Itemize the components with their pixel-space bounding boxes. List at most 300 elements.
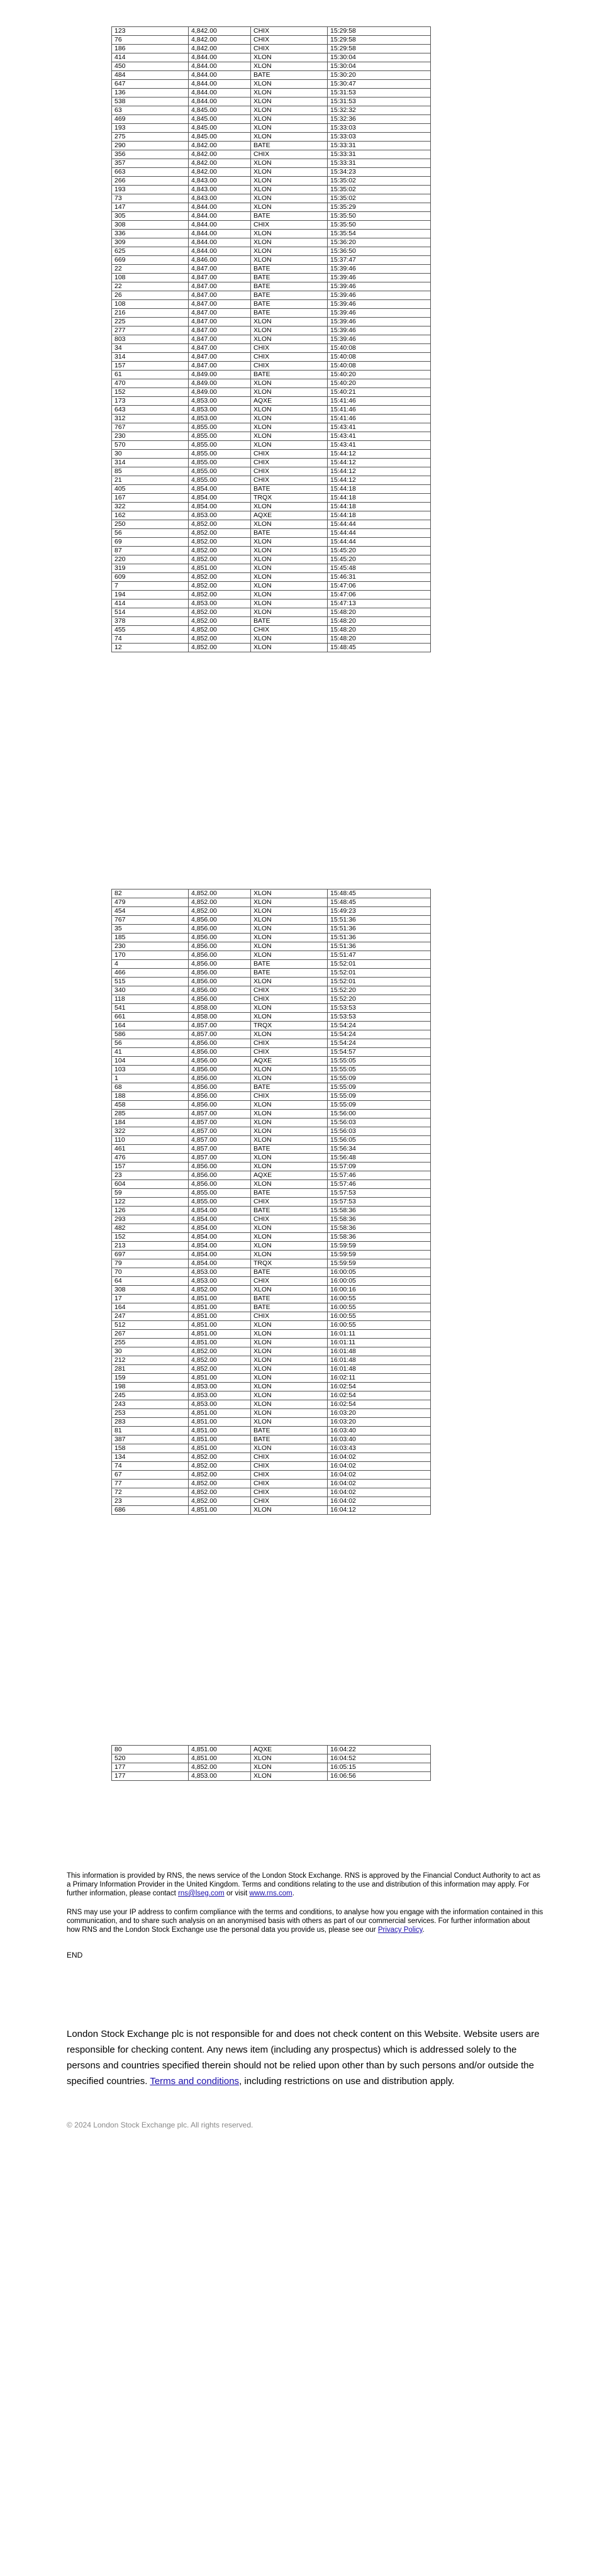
- volume-cell: 126: [112, 1207, 189, 1215]
- price-cell: 4,852.00: [189, 635, 251, 644]
- table-row: [112, 326, 431, 335]
- time-cell: 15:30:04: [328, 62, 431, 71]
- price-cell: 4,852.00: [189, 1471, 251, 1480]
- volume-cell: 73: [112, 194, 189, 203]
- table-row: [112, 1754, 431, 1763]
- volume-cell: 458: [112, 1101, 189, 1110]
- table-row: [112, 1295, 431, 1303]
- venue-cell: BATE: [251, 1436, 328, 1444]
- volume-cell: 81: [112, 1427, 189, 1436]
- venue-cell: CHIX: [251, 1039, 328, 1048]
- volume-cell: 609: [112, 573, 189, 582]
- venue-cell: XLON: [251, 1110, 328, 1118]
- price-cell: 4,856.00: [189, 1101, 251, 1110]
- venue-cell: XLON: [251, 1030, 328, 1039]
- table-row: [112, 591, 431, 599]
- table-row: [112, 1347, 431, 1356]
- table-row: [112, 441, 431, 450]
- table-row: [112, 1066, 431, 1074]
- time-cell: 15:33:31: [328, 159, 431, 168]
- table-row: [112, 1145, 431, 1154]
- volume-cell: 275: [112, 133, 189, 142]
- table-row: [112, 1763, 431, 1772]
- time-cell: 15:35:02: [328, 194, 431, 203]
- table-row: [112, 555, 431, 564]
- venue-cell: XLON: [251, 1391, 328, 1400]
- table-row: [112, 89, 431, 98]
- time-cell: 16:00:55: [328, 1303, 431, 1312]
- price-cell: 4,851.00: [189, 1321, 251, 1330]
- price-cell: 4,847.00: [189, 291, 251, 300]
- venue-cell: XLON: [251, 1013, 328, 1022]
- table-row: [112, 538, 431, 547]
- table-row: [112, 1506, 431, 1515]
- venue-cell: CHIX: [251, 450, 328, 459]
- volume-cell: 216: [112, 309, 189, 318]
- time-cell: 16:01:48: [328, 1347, 431, 1356]
- price-cell: 4,847.00: [189, 309, 251, 318]
- price-cell: 4,856.00: [189, 916, 251, 925]
- venue-cell: TRQX: [251, 494, 328, 503]
- time-cell: 15:47:06: [328, 591, 431, 599]
- time-cell: 15:44:18: [328, 494, 431, 503]
- venue-cell: XLON: [251, 555, 328, 564]
- table-row: [112, 1374, 431, 1383]
- time-cell: 15:39:46: [328, 300, 431, 309]
- venue-cell: XLON: [251, 635, 328, 644]
- price-cell: 4,851.00: [189, 1746, 251, 1754]
- time-cell: 15:58:36: [328, 1215, 431, 1224]
- venue-cell: XLON: [251, 256, 328, 265]
- time-cell: 15:47:06: [328, 582, 431, 591]
- time-cell: 15:32:32: [328, 106, 431, 115]
- price-cell: 4,847.00: [189, 353, 251, 362]
- price-cell: 4,851.00: [189, 1444, 251, 1453]
- time-cell: 15:45:20: [328, 547, 431, 555]
- price-cell: 4,844.00: [189, 203, 251, 212]
- price-cell: 4,844.00: [189, 212, 251, 221]
- volume-cell: 170: [112, 951, 189, 960]
- table-row: [112, 203, 431, 212]
- table-row: [112, 1339, 431, 1347]
- table-row: [112, 221, 431, 230]
- venue-cell: XLON: [251, 432, 328, 441]
- venue-cell: BATE: [251, 969, 328, 978]
- time-cell: 16:03:20: [328, 1418, 431, 1427]
- time-cell: 16:04:02: [328, 1497, 431, 1506]
- venue-cell: CHIX: [251, 1453, 328, 1462]
- rns-or-text: or visit: [224, 1890, 250, 1897]
- venue-cell: XLON: [251, 1066, 328, 1074]
- time-cell: 15:44:12: [328, 476, 431, 485]
- volume-cell: 225: [112, 318, 189, 326]
- price-cell: 4,858.00: [189, 1004, 251, 1013]
- time-cell: 16:03:43: [328, 1444, 431, 1453]
- volume-cell: 414: [112, 53, 189, 62]
- venue-cell: XLON: [251, 1118, 328, 1127]
- time-cell: 15:29:58: [328, 36, 431, 45]
- venue-cell: XLON: [251, 1400, 328, 1409]
- table-row: [112, 1242, 431, 1251]
- time-cell: 15:31:53: [328, 98, 431, 106]
- price-cell: 4,842.00: [189, 36, 251, 45]
- volume-cell: 30: [112, 1347, 189, 1356]
- rns-website-link[interactable]: www.rns.com: [249, 1890, 292, 1897]
- terms-and-conditions-link[interactable]: Terms and conditions: [150, 2076, 240, 2087]
- price-cell: 4,856.00: [189, 1083, 251, 1092]
- venue-cell: XLON: [251, 564, 328, 573]
- volume-cell: 152: [112, 388, 189, 397]
- time-cell: 15:56:48: [328, 1154, 431, 1163]
- price-cell: 4,852.00: [189, 1497, 251, 1506]
- price-cell: 4,854.00: [189, 494, 251, 503]
- table-row: [112, 1286, 431, 1295]
- venue-cell: XLON: [251, 80, 328, 89]
- table-row: [112, 371, 431, 379]
- volume-cell: 35: [112, 925, 189, 934]
- table-row: [112, 1772, 431, 1781]
- volume-cell: 213: [112, 1242, 189, 1251]
- venue-cell: BATE: [251, 1268, 328, 1277]
- volume-cell: 319: [112, 564, 189, 573]
- time-cell: 15:39:46: [328, 309, 431, 318]
- table-row: [112, 978, 431, 986]
- venue-cell: CHIX: [251, 1462, 328, 1471]
- table-row: [112, 300, 431, 309]
- time-cell: 15:47:13: [328, 599, 431, 608]
- time-cell: 15:45:48: [328, 564, 431, 573]
- time-cell: 15:39:46: [328, 282, 431, 291]
- volume-cell: 80: [112, 1746, 189, 1754]
- volume-cell: 147: [112, 203, 189, 212]
- table-row: [112, 1453, 431, 1462]
- table-row: [112, 1004, 431, 1013]
- venue-cell: BATE: [251, 142, 328, 150]
- table-row: [112, 124, 431, 133]
- time-cell: 15:55:09: [328, 1101, 431, 1110]
- price-cell: 4,854.00: [189, 1259, 251, 1268]
- volume-cell: 56: [112, 1039, 189, 1048]
- volume-cell: 309: [112, 238, 189, 247]
- price-cell: 4,846.00: [189, 256, 251, 265]
- time-cell: 15:51:36: [328, 934, 431, 942]
- volume-cell: 74: [112, 635, 189, 644]
- time-cell: 15:55:05: [328, 1066, 431, 1074]
- venue-cell: XLON: [251, 230, 328, 238]
- venue-cell: XLON: [251, 608, 328, 617]
- price-cell: 4,853.00: [189, 415, 251, 423]
- time-cell: 15:54:24: [328, 1022, 431, 1030]
- table-row: [112, 1127, 431, 1136]
- price-cell: 4,844.00: [189, 221, 251, 230]
- time-cell: 15:54:57: [328, 1048, 431, 1057]
- time-cell: 15:40:08: [328, 353, 431, 362]
- price-cell: 4,844.00: [189, 238, 251, 247]
- price-cell: 4,851.00: [189, 1295, 251, 1303]
- venue-cell: XLON: [251, 582, 328, 591]
- venue-cell: BATE: [251, 1427, 328, 1436]
- time-cell: 15:59:59: [328, 1251, 431, 1259]
- volume-cell: 538: [112, 98, 189, 106]
- venue-cell: XLON: [251, 247, 328, 256]
- volume-cell: 193: [112, 186, 189, 194]
- venue-cell: CHIX: [251, 362, 328, 371]
- table-row: [112, 1312, 431, 1321]
- volume-cell: 255: [112, 1339, 189, 1347]
- table-row: [112, 36, 431, 45]
- table-row: [112, 406, 431, 415]
- volume-cell: 285: [112, 1110, 189, 1118]
- time-cell: 16:01:11: [328, 1339, 431, 1347]
- volume-cell: 21: [112, 476, 189, 485]
- volume-cell: 82: [112, 889, 189, 898]
- price-cell: 4,854.00: [189, 1233, 251, 1242]
- time-cell: 15:41:46: [328, 406, 431, 415]
- table-row: [112, 520, 431, 529]
- volume-cell: 336: [112, 230, 189, 238]
- venue-cell: XLON: [251, 934, 328, 942]
- venue-cell: XLON: [251, 238, 328, 247]
- table-row: [112, 582, 431, 591]
- price-cell: 4,845.00: [189, 106, 251, 115]
- price-cell: 4,844.00: [189, 62, 251, 71]
- time-cell: 15:41:46: [328, 397, 431, 406]
- price-cell: 4,852.00: [189, 889, 251, 898]
- venue-cell: XLON: [251, 942, 328, 951]
- table-row: [112, 1215, 431, 1224]
- table-row: [112, 1400, 431, 1409]
- price-cell: 4,852.00: [189, 1763, 251, 1772]
- table-row: [112, 1154, 431, 1163]
- price-cell: 4,847.00: [189, 282, 251, 291]
- volume-cell: 293: [112, 1215, 189, 1224]
- time-cell: 15:39:46: [328, 265, 431, 274]
- venue-cell: XLON: [251, 1180, 328, 1189]
- volume-cell: 110: [112, 1136, 189, 1145]
- time-cell: 15:35:02: [328, 186, 431, 194]
- table-row: [112, 617, 431, 626]
- venue-cell: BATE: [251, 960, 328, 969]
- price-cell: 4,855.00: [189, 476, 251, 485]
- price-cell: 4,857.00: [189, 1136, 251, 1145]
- price-cell: 4,852.00: [189, 626, 251, 635]
- volume-cell: 312: [112, 415, 189, 423]
- volume-cell: 61: [112, 371, 189, 379]
- table-row: [112, 27, 431, 36]
- volume-cell: 414: [112, 599, 189, 608]
- table-row: [112, 450, 431, 459]
- time-cell: 15:44:18: [328, 511, 431, 520]
- volume-cell: 173: [112, 397, 189, 406]
- time-cell: 15:29:58: [328, 27, 431, 36]
- time-cell: 15:40:20: [328, 371, 431, 379]
- time-cell: 15:29:58: [328, 45, 431, 53]
- price-cell: 4,842.00: [189, 159, 251, 168]
- venue-cell: CHIX: [251, 1215, 328, 1224]
- rns-disclaimer: [67, 1871, 545, 1902]
- volume-cell: 41: [112, 1048, 189, 1057]
- venue-cell: XLON: [251, 1004, 328, 1013]
- time-cell: 15:51:47: [328, 951, 431, 960]
- price-cell: 4,852.00: [189, 1356, 251, 1365]
- venue-cell: BATE: [251, 1083, 328, 1092]
- venue-cell: AQXE: [251, 1057, 328, 1066]
- volume-cell: 64: [112, 1277, 189, 1286]
- price-cell: 4,843.00: [189, 194, 251, 203]
- volume-cell: 136: [112, 89, 189, 98]
- time-cell: 15:48:20: [328, 608, 431, 617]
- time-cell: 15:48:45: [328, 898, 431, 907]
- venue-cell: CHIX: [251, 986, 328, 995]
- time-cell: 15:52:01: [328, 969, 431, 978]
- table-row: [112, 1418, 431, 1427]
- time-cell: 15:39:46: [328, 326, 431, 335]
- volume-cell: 26: [112, 291, 189, 300]
- time-cell: 15:52:01: [328, 978, 431, 986]
- table-row: [112, 80, 431, 89]
- venue-cell: TRQX: [251, 1022, 328, 1030]
- time-cell: 15:40:20: [328, 379, 431, 388]
- table-row: [112, 1471, 431, 1480]
- price-cell: 4,852.00: [189, 898, 251, 907]
- price-cell: 4,856.00: [189, 960, 251, 969]
- venue-cell: CHIX: [251, 45, 328, 53]
- price-cell: 4,856.00: [189, 1039, 251, 1048]
- venue-cell: CHIX: [251, 1048, 328, 1057]
- volume-cell: 357: [112, 159, 189, 168]
- table-row: [112, 98, 431, 106]
- volume-cell: 308: [112, 1286, 189, 1295]
- time-cell: 15:44:12: [328, 459, 431, 467]
- price-cell: 4,853.00: [189, 406, 251, 415]
- venue-cell: BATE: [251, 1145, 328, 1154]
- venue-cell: XLON: [251, 441, 328, 450]
- time-cell: 15:41:46: [328, 415, 431, 423]
- price-cell: 4,843.00: [189, 177, 251, 186]
- price-cell: 4,844.00: [189, 71, 251, 80]
- time-cell: 15:33:31: [328, 150, 431, 159]
- time-cell: 15:43:41: [328, 423, 431, 432]
- time-cell: 15:53:53: [328, 1013, 431, 1022]
- table-row: [112, 230, 431, 238]
- volume-cell: 520: [112, 1754, 189, 1763]
- price-cell: 4,852.00: [189, 1488, 251, 1497]
- table-row: [112, 564, 431, 573]
- price-cell: 4,853.00: [189, 1268, 251, 1277]
- volume-cell: 514: [112, 608, 189, 617]
- venue-cell: XLON: [251, 415, 328, 423]
- venue-cell: XLON: [251, 186, 328, 194]
- price-cell: 4,842.00: [189, 142, 251, 150]
- venue-cell: CHIX: [251, 353, 328, 362]
- table-row: [112, 1022, 431, 1030]
- time-cell: 15:35:50: [328, 221, 431, 230]
- table-row: [112, 960, 431, 969]
- time-cell: 15:57:46: [328, 1180, 431, 1189]
- price-cell: 4,855.00: [189, 459, 251, 467]
- venue-cell: CHIX: [251, 1471, 328, 1480]
- volume-cell: 322: [112, 1127, 189, 1136]
- table-row: [112, 889, 431, 898]
- venue-cell: BATE: [251, 212, 328, 221]
- time-cell: 15:48:20: [328, 626, 431, 635]
- volume-cell: 186: [112, 45, 189, 53]
- price-cell: 4,854.00: [189, 1242, 251, 1251]
- time-cell: 15:48:45: [328, 889, 431, 898]
- volume-cell: 243: [112, 1400, 189, 1409]
- table-row: [112, 62, 431, 71]
- time-cell: 15:56:00: [328, 1110, 431, 1118]
- time-cell: 15:52:20: [328, 986, 431, 995]
- table-row: [112, 318, 431, 326]
- table-row: [112, 1198, 431, 1207]
- price-cell: 4,852.00: [189, 529, 251, 538]
- venue-cell: XLON: [251, 203, 328, 212]
- time-cell: 16:04:02: [328, 1471, 431, 1480]
- table-row: [112, 106, 431, 115]
- venue-cell: XLON: [251, 133, 328, 142]
- volume-cell: 59: [112, 1189, 189, 1198]
- price-cell: 4,855.00: [189, 467, 251, 476]
- price-cell: 4,852.00: [189, 591, 251, 599]
- price-cell: 4,856.00: [189, 969, 251, 978]
- time-cell: 15:37:47: [328, 256, 431, 265]
- volume-cell: 340: [112, 986, 189, 995]
- time-cell: 15:40:08: [328, 344, 431, 353]
- table-row: [112, 177, 431, 186]
- table-row: [112, 309, 431, 318]
- time-cell: 15:57:46: [328, 1171, 431, 1180]
- venue-cell: CHIX: [251, 995, 328, 1004]
- time-cell: 15:59:59: [328, 1242, 431, 1251]
- price-cell: 4,856.00: [189, 1163, 251, 1171]
- time-cell: 15:54:24: [328, 1030, 431, 1039]
- table-row: [112, 1171, 431, 1180]
- time-cell: 16:06:56: [328, 1772, 431, 1781]
- time-cell: 16:00:16: [328, 1286, 431, 1295]
- volume-cell: 541: [112, 1004, 189, 1013]
- price-cell: 4,847.00: [189, 344, 251, 353]
- volume-cell: 167: [112, 494, 189, 503]
- price-cell: 4,842.00: [189, 45, 251, 53]
- price-cell: 4,854.00: [189, 503, 251, 511]
- price-cell: 4,843.00: [189, 186, 251, 194]
- price-cell: 4,857.00: [189, 1030, 251, 1039]
- venue-cell: CHIX: [251, 626, 328, 635]
- volume-cell: 245: [112, 1391, 189, 1400]
- price-cell: 4,851.00: [189, 1754, 251, 1763]
- privacy-policy-link[interactable]: Privacy Policy: [377, 1926, 423, 1934]
- table-row: [112, 1251, 431, 1259]
- price-cell: 4,847.00: [189, 265, 251, 274]
- volume-cell: 152: [112, 1233, 189, 1242]
- table-row: [112, 529, 431, 538]
- table-row: [112, 150, 431, 159]
- price-cell: 4,852.00: [189, 1286, 251, 1295]
- volume-cell: 157: [112, 362, 189, 371]
- price-cell: 4,852.00: [189, 555, 251, 564]
- table-row: [112, 238, 431, 247]
- volume-cell: 76: [112, 36, 189, 45]
- volume-cell: 277: [112, 326, 189, 335]
- venue-cell: XLON: [251, 1409, 328, 1418]
- time-cell: 15:56:03: [328, 1118, 431, 1127]
- transactions-table-1: [111, 26, 431, 652]
- price-cell: 4,853.00: [189, 1391, 251, 1400]
- table-row: [112, 626, 431, 635]
- rns-email-link[interactable]: rns@lseg.com: [178, 1890, 225, 1897]
- venue-cell: CHIX: [251, 344, 328, 353]
